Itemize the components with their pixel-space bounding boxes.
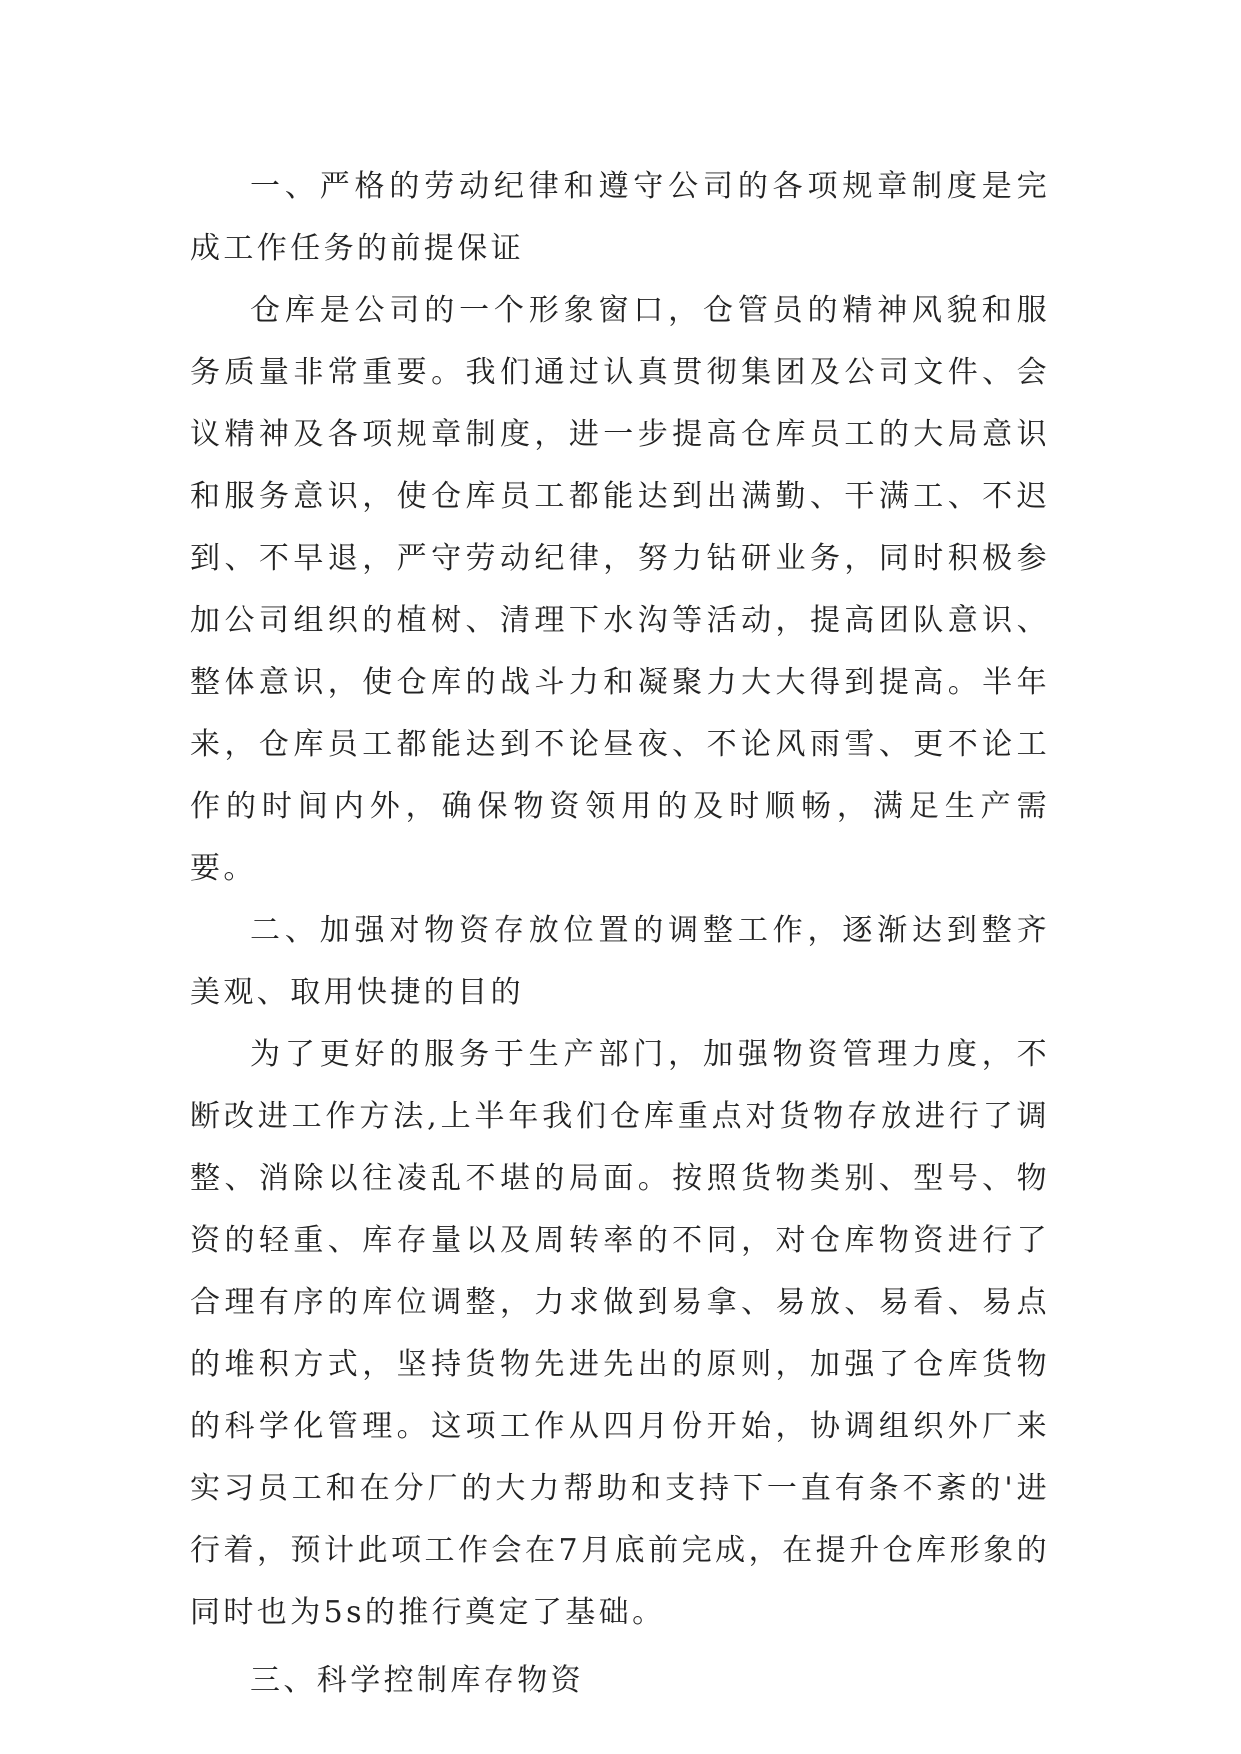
section-heading-2: 二、加强对物资存放位置的调整工作，逐渐达到整齐美观、取用快捷的目的 — [190, 913, 1050, 1010]
section-heading-1: 一、严格的劳动纪律和遵守公司的各项规章制度是完成工作任务的前提保证 — [190, 169, 1050, 266]
body-paragraph-1: 仓库是公司的一个形象窗口，仓管员的精神风貌和服务质量非常重要。我们通过认真贯彻集团及公司文件、会议精神及各项规章制度，进一步提高仓库员工的大局意识和服务意识，使仓库员工都能达到出满勤、干满工、不迟到、不早退，严守劳动纪律，努力钻研业务，同时积极参加公司组织的植树、清理下水沟等活动，提高团队意识、整体意识，使仓库的战斗力和凝聚力大大得到提高。半年来，仓库员工都能达到不论昼夜、不论风雨雪、更不论工作的时间内外，确保物资领用的及时顺畅，满足生产需要。 — [190, 293, 1050, 886]
document-page — [190, 156, 1050, 1712]
section-heading-3: 三、科学控制库存物资 — [250, 1663, 584, 1698]
body-paragraph-2: 为了更好的服务于生产部门，加强物资管理力度，不断改进工作方法,上半年我们仓库重点对货物存放进行了调整、消除以往凌乱不堪的局面。按照货物类别、型号、物资的轻重、库存量以及周转率的不同，对仓库物资进行了合理有序的库位调整，力求做到易拿、易放、易看、易点的堆积方式，坚持货物先进先出的原则，加强了仓库货物的科学化管理。这项工作从四月份开始，协调组织外厂来实习员工和在分厂的大力帮助和支持下一直有条不紊的'进行着，预计此项工作会在7月底前完成，在提升仓库形象的同时也为5s的推行奠定了基础。 — [190, 1037, 1050, 1630]
